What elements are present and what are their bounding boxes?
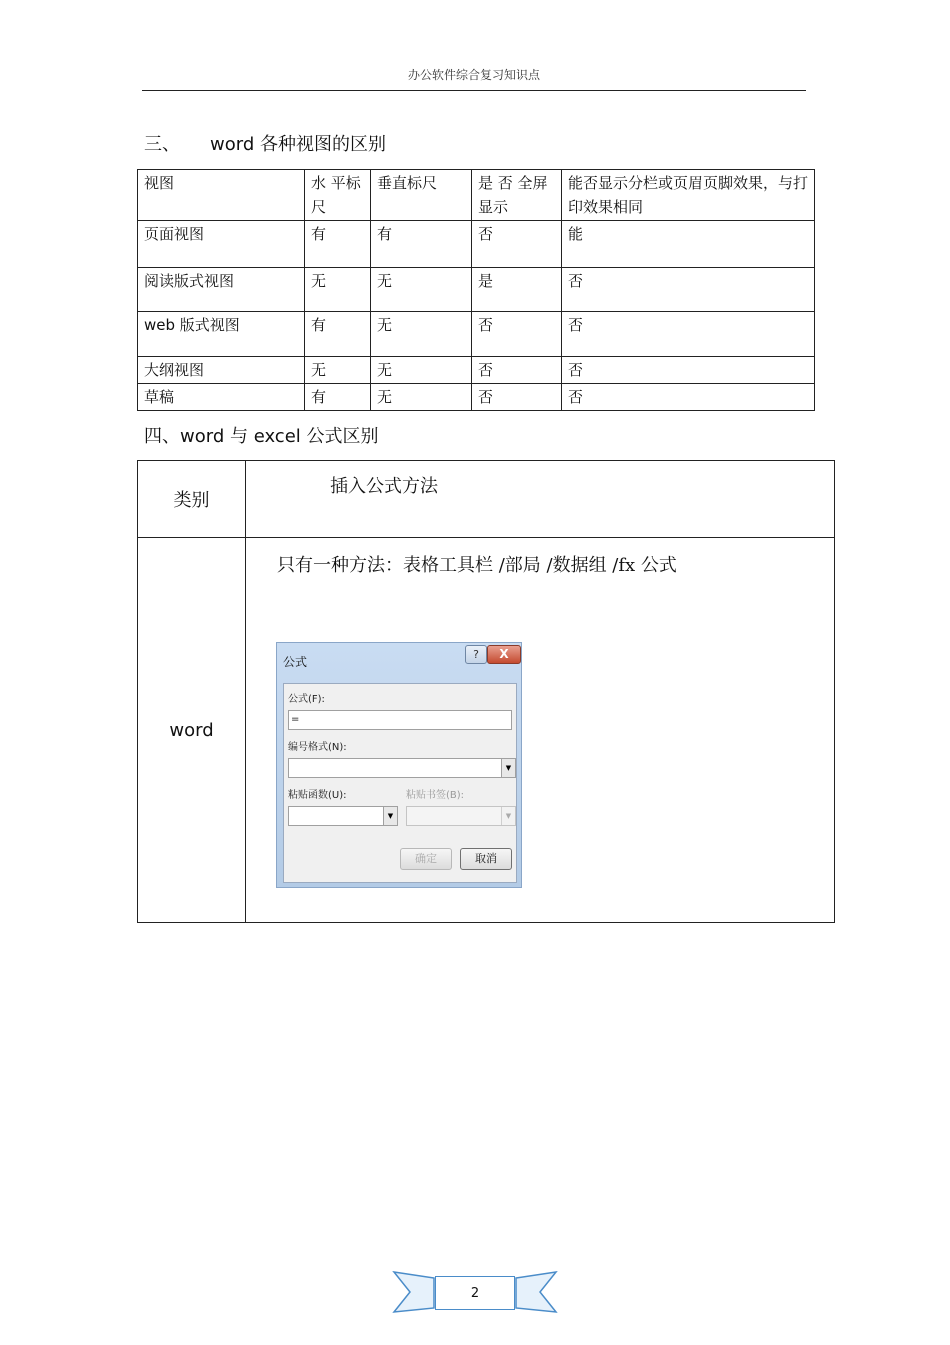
cell-view-name: 阅读版式视图 [138, 268, 305, 312]
cell: 无 [305, 357, 371, 384]
cell: 否 [562, 312, 815, 357]
header-v-ruler: 垂直标尺 [371, 170, 472, 221]
formula-input[interactable]: = [288, 710, 512, 730]
method-cell [246, 538, 835, 923]
formula-word-row [138, 538, 835, 923]
paste-bookmark-label: 粘贴书签(B): [406, 790, 465, 801]
formula-header-row [138, 461, 835, 538]
section-3-title: 各种视图的区别 [254, 134, 386, 155]
cell: 无 [371, 357, 472, 384]
header-h-ruler: 水 平标尺 [305, 170, 371, 221]
number-format-select[interactable] [288, 758, 516, 778]
cell-view-name: web 版式视图 [138, 312, 305, 357]
header-view: 视图 [138, 170, 305, 221]
header-print-effect: 能否显示分栏或页眉页脚效果，与打印效果相同 [562, 170, 815, 221]
method-header-cell [246, 461, 835, 538]
section-4-number: 四、 [144, 426, 180, 447]
section-3-word: word [210, 134, 255, 155]
cell: 无 [371, 268, 472, 312]
chevron-down-icon[interactable]: ▼ [501, 759, 515, 777]
section-4-title: 公式区别 [300, 426, 379, 447]
cell: 否 [562, 357, 815, 384]
formula-dialog [276, 642, 522, 888]
section-4-excel: excel [253, 426, 301, 447]
paste-function-select[interactable] [288, 806, 398, 826]
dialog-body [283, 683, 517, 883]
paste-function-label: 粘贴函数(U): [288, 790, 347, 801]
formula-label: 公式(F): [288, 694, 325, 705]
cancel-button[interactable]: 取消 [460, 848, 512, 870]
header-fullscreen: 是 否 全屏显示 [472, 170, 562, 221]
help-icon[interactable]: ? [465, 645, 487, 664]
ok-button[interactable]: 确定 [400, 848, 452, 870]
section-3-number: 三、 [144, 134, 180, 155]
word-label: word [138, 538, 246, 923]
header-rule [142, 90, 806, 91]
cell: 有 [371, 221, 472, 268]
section-4-heading [144, 422, 379, 448]
cell-view-name: 大纲视图 [138, 357, 305, 384]
method-header: 插入公式方法 [330, 476, 438, 497]
cell: 有 [305, 384, 371, 411]
cell: 否 [472, 384, 562, 411]
cell: 能 [562, 221, 815, 268]
table-row [138, 384, 815, 411]
views-table [137, 169, 815, 411]
cell: 无 [305, 268, 371, 312]
table-row [138, 268, 815, 312]
paste-bookmark-select [406, 806, 516, 826]
cell-view-name: 草稿 [138, 384, 305, 411]
views-header-row [138, 170, 815, 221]
chevron-down-icon[interactable]: ▼ [383, 807, 397, 825]
dialog-title: 公式 [283, 655, 308, 669]
category-header: 类别 [138, 461, 246, 538]
page-number: 2 [435, 1276, 515, 1310]
table-row [138, 312, 815, 357]
cell: 否 [472, 357, 562, 384]
table-row [138, 357, 815, 384]
page-header: 办公软件综合复习知识点 [407, 68, 540, 82]
cell: 否 [562, 384, 815, 411]
cell: 有 [305, 312, 371, 357]
number-format-label: 编号格式(N): [288, 742, 347, 753]
section-4-word: word [180, 426, 225, 447]
close-icon[interactable]: X [487, 645, 521, 664]
method-text: 只有一种方法：表格工具栏 /部局 /数据组 /fx 公式 [277, 555, 677, 576]
ribbon-left [394, 1272, 434, 1312]
ribbon-right [516, 1272, 556, 1312]
cell: 否 [472, 221, 562, 268]
cell: 是 [472, 268, 562, 312]
cell: 无 [371, 312, 472, 357]
section-3-heading [144, 130, 386, 156]
cell: 否 [472, 312, 562, 357]
section-4-connector: 与 [224, 426, 254, 447]
formula-table [137, 460, 835, 923]
cell: 有 [305, 221, 371, 268]
cell: 无 [371, 384, 472, 411]
cell-view-name: 页面视图 [138, 221, 305, 268]
chevron-down-icon: ▼ [501, 807, 515, 825]
cell: 否 [562, 268, 815, 312]
table-row [138, 221, 815, 268]
